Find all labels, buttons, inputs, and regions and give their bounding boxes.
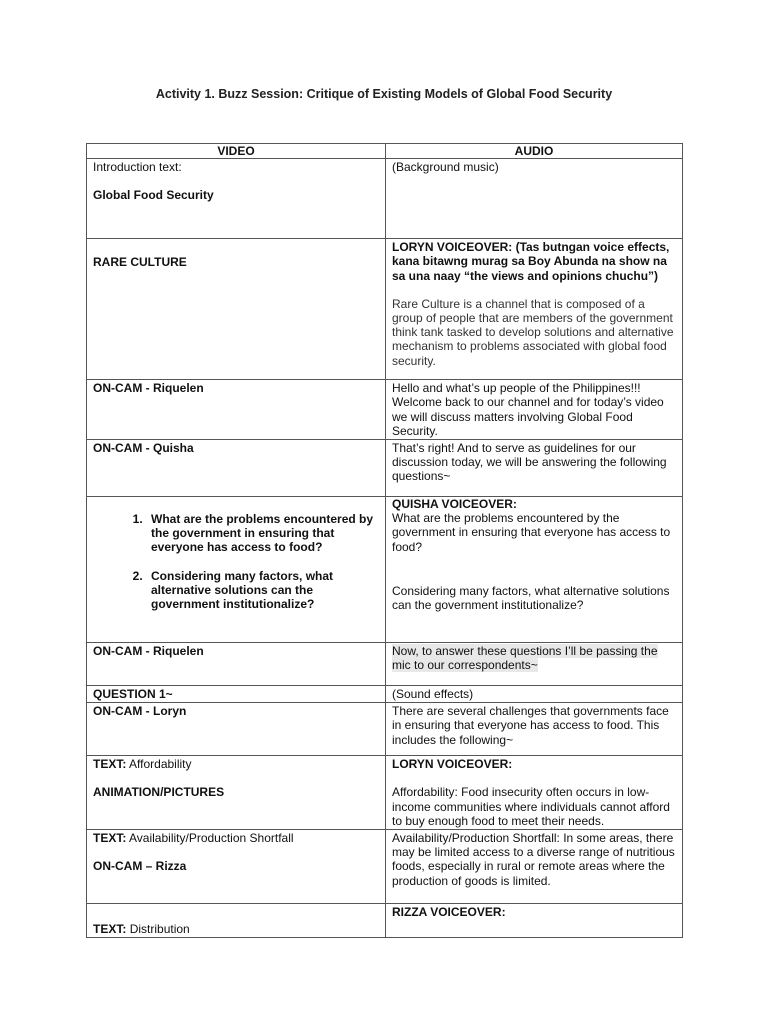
video-header: VIDEO: [87, 144, 386, 159]
text-line: [93, 831, 379, 845]
text-value: Affordability: [129, 757, 192, 772]
script-table: [86, 143, 683, 938]
table-row: [87, 703, 683, 756]
audio-cell: [386, 497, 683, 643]
audio-text: Now, to answer these questions I’ll be passing the mic to our correspondents~: [392, 644, 658, 673]
header-row: [87, 144, 683, 159]
text-value: Availability/Production Shortfall: [129, 831, 294, 846]
text-label: TEXT:: [93, 921, 127, 936]
animation-label: ANIMATION/PICTURES: [93, 785, 225, 800]
video-cell: ON-CAM - Riquelen: [87, 380, 386, 440]
list-item: 1. What are the problems encountered by the government in ensuring that everyone has access to food?: [146, 512, 379, 555]
audio-cell: There are several challenges that governments face in ensuring that everyone has access to food. This includes the following~: [386, 703, 683, 756]
voiceover-label: LORYN VOICEOVER: (Tas butngan voice effects, kana bitawng murag sa Boy Abunda na show na sa una naay “the views and opinions chuchu”): [392, 240, 670, 283]
page-title: Activity 1. Buzz Session: Critique of Existing Models of Global Food Security: [155, 87, 613, 101]
audio-cell: That’s right! And to serve as guidelines for our discussion today, we will be answering the following questions~: [386, 440, 683, 497]
audio-cell: [386, 756, 683, 830]
audio-cell: (Sound effects): [386, 686, 683, 703]
table-row: [87, 643, 683, 686]
intro-title: Global Food Security: [93, 188, 214, 203]
oncam-label: ON-CAM – Rizza: [93, 859, 187, 874]
channel-name: RARE CULTURE: [93, 255, 187, 270]
text-label: TEXT:: [93, 757, 127, 772]
table-row: [87, 497, 683, 643]
table-row: [87, 830, 683, 904]
text-label: TEXT:: [93, 831, 127, 846]
text-value: Distribution: [129, 921, 190, 936]
video-cell: [87, 497, 386, 643]
audio-cell: (Background music): [386, 159, 683, 239]
audio-header: AUDIO: [386, 144, 683, 159]
audio-text: Considering many factors, what alternative solutions can the government institutionalize?: [392, 583, 670, 613]
questions-list: [93, 512, 379, 611]
video-cell: ON-CAM - Riquelen: [87, 643, 386, 686]
audio-text: Affordability: Food insecurity often occurs in low-income communities where individuals cannot afford to buy enough food to meet their needs.: [392, 785, 670, 828]
table-row: [87, 440, 683, 497]
audio-cell: Hello and what’s up people of the Philippines!!! Welcome back to our channel and for today’s video we will discuss matters involving Global Food Security.: [386, 380, 683, 440]
voiceover-label: LORYN VOICEOVER:: [392, 757, 513, 772]
video-cell: [87, 830, 386, 904]
intro-label: Introduction text:: [93, 160, 182, 175]
video-cell: ON-CAM - Quisha: [87, 440, 386, 497]
table-row: [87, 380, 683, 440]
table-row: [87, 904, 683, 938]
text-line: [93, 757, 379, 771]
audio-cell: [386, 904, 683, 938]
table-row: [87, 756, 683, 830]
voiceover-label: RIZZA VOICEOVER:: [392, 905, 506, 920]
audio-cell: [386, 643, 683, 686]
video-cell: [87, 239, 386, 380]
audio-text: Rare Culture is a channel that is composed of a group of people that are members of the government think tank tasked to develop solutions and alternative mechanism to problems associated with global food security.: [392, 296, 674, 368]
table-row: [87, 686, 683, 703]
table-row: [87, 239, 683, 380]
video-cell: [87, 756, 386, 830]
voiceover-label: QUISHA VOICEOVER:: [392, 497, 517, 512]
video-cell: QUESTION 1~: [87, 686, 386, 703]
audio-text: What are the problems encountered by the government in ensuring that everyone has access to food?: [392, 511, 671, 554]
video-cell: [87, 904, 386, 938]
audio-cell: [386, 239, 683, 380]
video-cell: [87, 159, 386, 239]
table-row: [87, 159, 683, 239]
list-item: 2. Considering many factors, what alternative solutions can the government institutionalize?: [146, 569, 379, 612]
video-cell: ON-CAM - Loryn: [87, 703, 386, 756]
audio-cell: Availability/Production Shortfall: In some areas, there may be limited access to a diverse range of nutritious foods, especially in rural or remote areas where the production of goods is limited.: [386, 830, 683, 904]
